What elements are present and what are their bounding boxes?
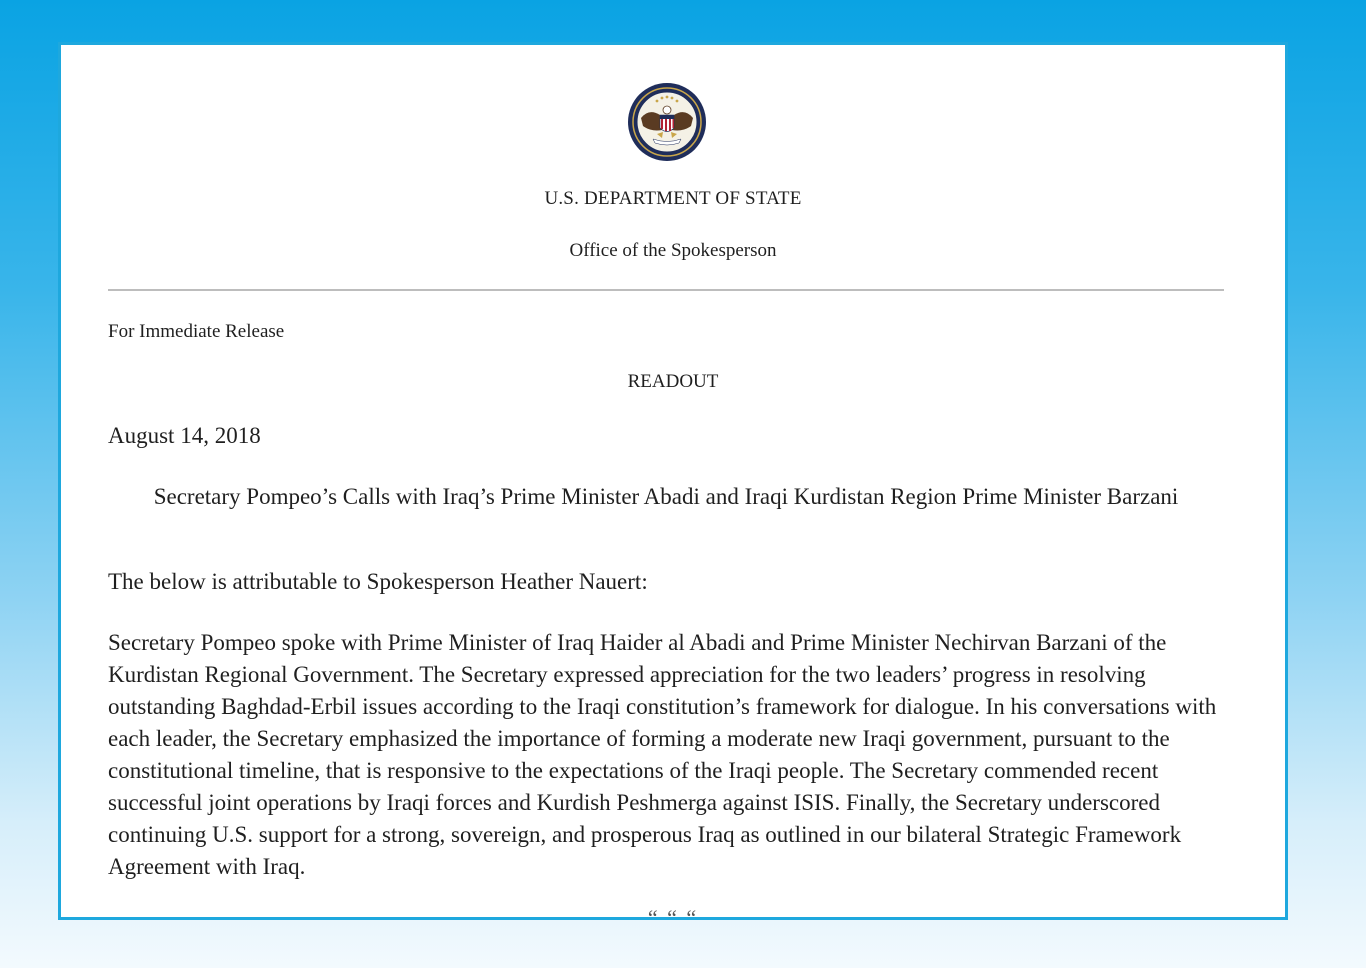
body-paragraph: Secretary Pompeo spoke with Prime Minister of Iraq Haider al Abadi and Prime Minister Nechirvan Barzani of the Kurdistan Regional Government. The Secretary expressed appreciation for the two leaders’ progress in resolving outstanding Baghdad-Erbil issues according to the Iraqi constitution’s framework for dialogue. In his conversations with each leader, the Secretary emphasized the importance of forming a moderate new Iraqi government, pursuant to the constitutional timeline, that is responsive to the expectations of the Iraqi people. The Secretary commended recent successful joint operations by Iraqi forces and Kurdish Peshmerga against ISIS. Finally, the Secretary underscored continuing U.S. support for a strong, sovereign, and prosperous Iraq as outlined in our bilateral Strategic Framework Agreement with Iraq. (108, 630, 1217, 879)
document-type: READOUT (627, 371, 719, 392)
header-divider (108, 289, 1224, 291)
office-name: Office of the Spokesperson (569, 240, 777, 261)
end-mark: “ “ “ (647, 905, 699, 920)
headline: Secretary Pompeo’s Calls with Iraq’s Prime Minister Abadi and Iraqi Kurdistan Region Prime Minister Barzani (153, 484, 1179, 509)
department-name: U.S. DEPARTMENT OF STATE (544, 188, 802, 209)
department-of-state-seal-icon (627, 82, 707, 162)
press-release-document (58, 42, 1288, 920)
release-label: For Immediate Release (108, 321, 285, 342)
release-date: August 14, 2018 (108, 423, 261, 448)
attribution-line: The below is attributable to Spokesperson Heather Nauert: (108, 569, 648, 594)
